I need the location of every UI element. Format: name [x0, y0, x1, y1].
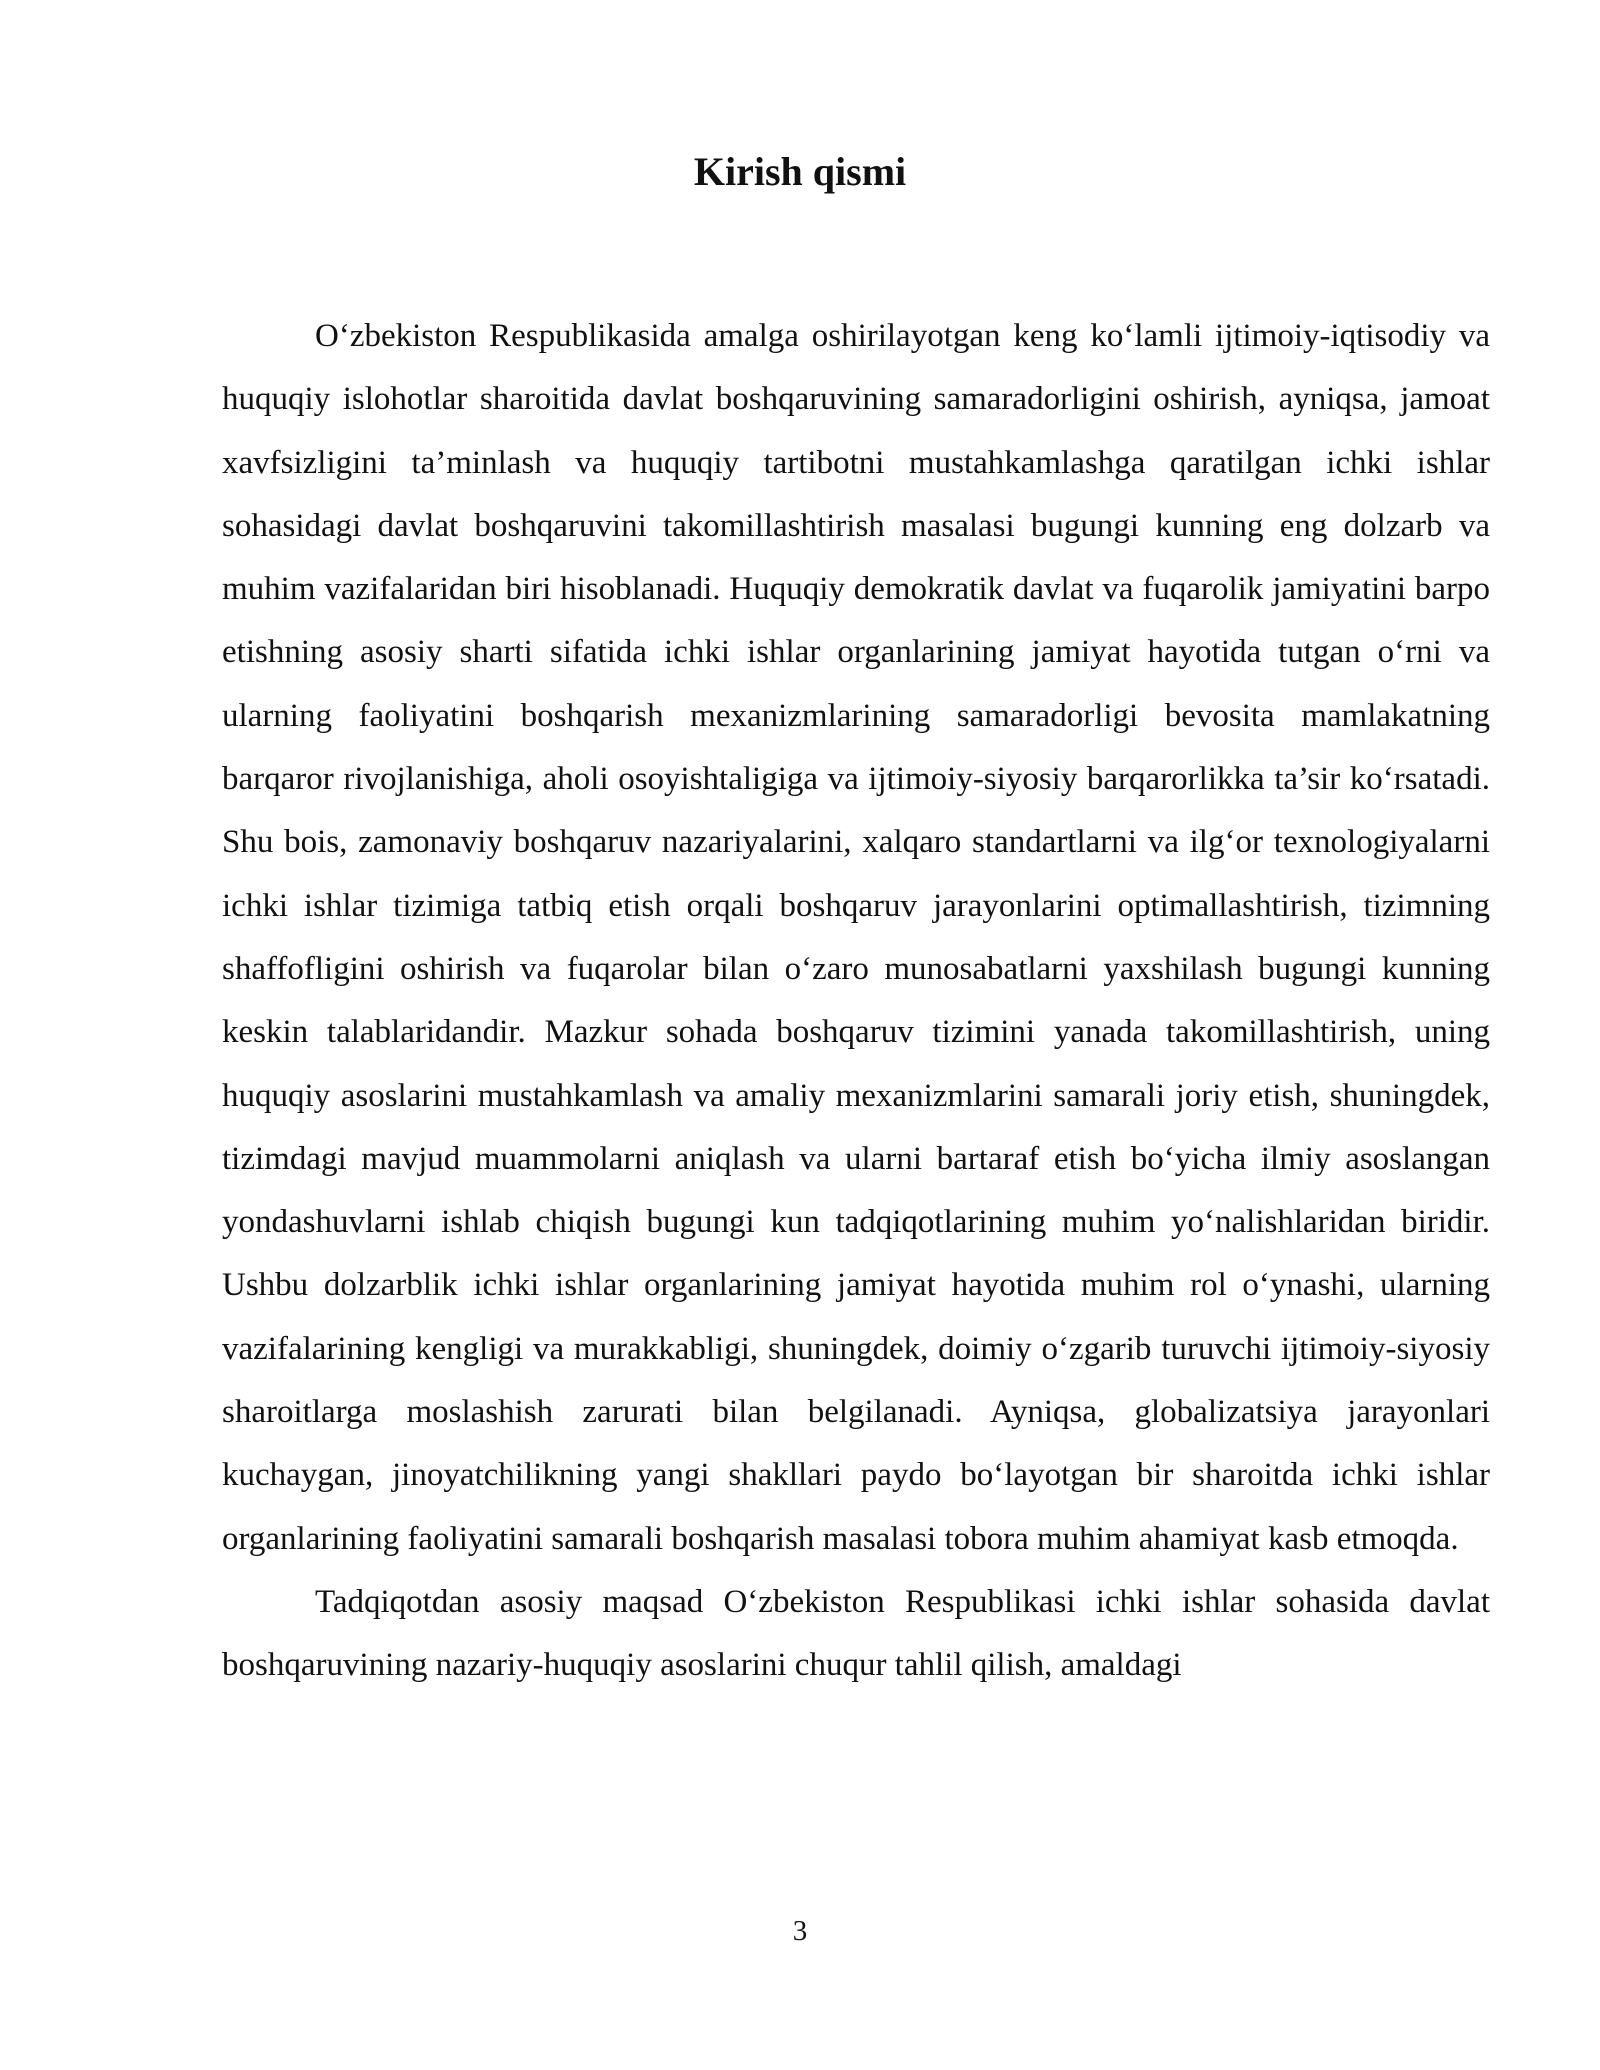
paragraph-introduction: O‘zbekiston Respublikasida amalga oshirilayotgan keng ko‘lamli ijtimoiy-iqtisodiy va huquqiy islohotlar sharoitida davlat boshqaruvining samaradorligini oshirish, ayniqsa, jamoat xavfsizligini ta’minlash va huquqiy tartibotni mustahkamlashga qaratilgan ichki ishlar sohasidagi davlat boshqaruvini takomillashtirish masalasi bugungi kunning eng dolzarb va muhim vazifalaridan biri hisoblanadi. Huquqiy demokratik davlat va fuqarolik jamiyatini barpo etishning asosiy sharti sifatida ichki ishlar organlarining jamiyat hayotida tutgan o‘rni va ularning faoliyatini boshqarish mexanizmlarining samaradorligi bevosita mamlakatning barqaror rivojlanishiga, aholi osoyishtaligiga va ijtimoiy-siyosiy barqarorlikka ta’sir ko‘rsatadi. Shu bois, zamonaviy boshqaruv nazariyalarini, xalqaro standartlarni va ilg‘or texnologiyalarni ichki ishlar tizimiga tatbiq etish orqali boshqaruv jarayonlarini optimallashtirish, tizimning shaffofligini oshirish va fuqarolar bilan o‘zaro munosabatlarni yaxshilash bugungi kunning keskin talablaridandir. Mazkur sohada boshqaruv tizimini yanada takomillashtirish, uning huquqiy asoslarini mustahkamlash va amaliy mexanizmlarini samarali joriy etish, shuningdek, tizimdagi mavjud muammolarni aniqlash va ularni bartaraf etish bo‘yicha ilmiy asoslangan yondashuvlarni ishlab chiqish bugungi kun tadqiqotlarining muhim yo‘nalishlaridan biridir. Ushbu dolzarblik ichki ishlar organlarining jamiyat hayotida muhim rol o‘ynashi, ularning vazifalarining kengligi va murakkabligi, shuningdek, doimiy o‘zgarib turuvchi ijtimoiy-siyosiy sharoitlarga moslashish zarurati bilan belgilanadi. Ayniqsa, globalizatsiya jarayonlari kuchaygan, jinoyatchilikning yangi shakllari paydo bo‘layotgan bir sharoitda ichki ishlar organlarining faoliyatini samarali boshqarish masalasi tobora muhim ahamiyat kasb etmoqda.	[222, 318, 1490, 1557]
section-title: Kirish qismi	[693, 149, 907, 194]
page-number: 3	[792, 1915, 808, 1947]
body-text	[222, 305, 1490, 1698]
paragraph-research-goal: Tadqiqotdan asosiy maqsad O‘zbekiston Respublikasi ichki ishlar sohasida davlat boshqaruvining nazariy-huquqiy asoslarini chuqur tahlil qilish, amaldagi	[222, 1583, 1490, 1684]
